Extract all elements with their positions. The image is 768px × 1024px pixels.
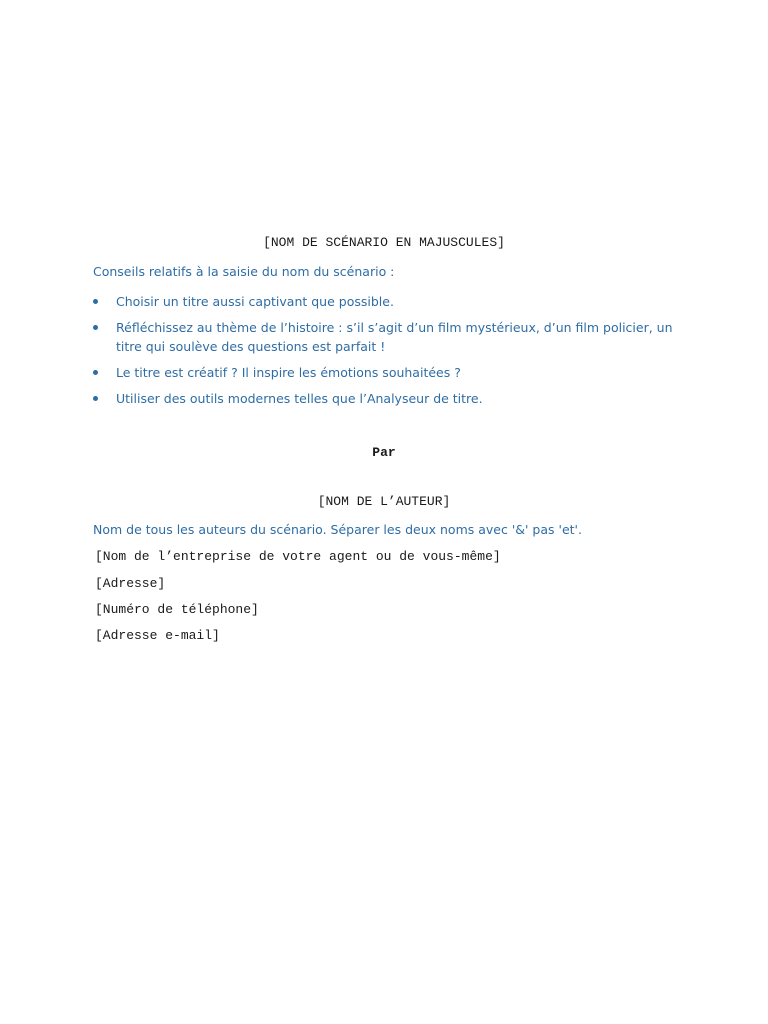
contact-address: [Adresse] <box>95 576 166 591</box>
bullet-icon <box>93 299 98 304</box>
author-name: [NOM DE L’AUTEUR] <box>317 494 451 509</box>
tip-item <box>93 318 673 356</box>
tip-item <box>93 363 673 382</box>
by-label: Par <box>372 445 396 460</box>
author-tip: Nom de tous les auteurs du scénario. Séparer les deux noms avec '&' pas 'et'. <box>93 522 582 537</box>
bullet-icon <box>93 370 98 375</box>
tip-text: Le titre est créatif ? Il inspire les émotions souhaitées ? <box>116 365 461 380</box>
tips-heading: Conseils relatifs à la saisie du nom du scénario : <box>93 264 395 279</box>
contact-phone: [Numéro de téléphone] <box>95 602 259 617</box>
contact-email: [Adresse e-mail] <box>95 628 220 643</box>
tip-text: Utiliser des outils modernes telles que l’Analyseur de titre. <box>116 391 483 406</box>
tip-text: Réfléchissez au thème de l’histoire : s’il s’agit d’un film mystérieux, d’un film policier, un titre qui soulève des questions est parfait ! <box>116 320 673 354</box>
tip-item <box>93 292 673 311</box>
bullet-icon <box>93 325 98 330</box>
tip-item <box>93 389 673 408</box>
bullet-icon <box>93 396 98 401</box>
screenplay-title: [NOM DE SCÉNARIO EN MAJUSCULES] <box>263 235 505 250</box>
contact-agency: [Nom de l’entreprise de votre agent ou de vous-même] <box>95 549 501 564</box>
tip-text: Choisir un titre aussi captivant que possible. <box>116 294 394 309</box>
tips-list <box>93 292 673 415</box>
